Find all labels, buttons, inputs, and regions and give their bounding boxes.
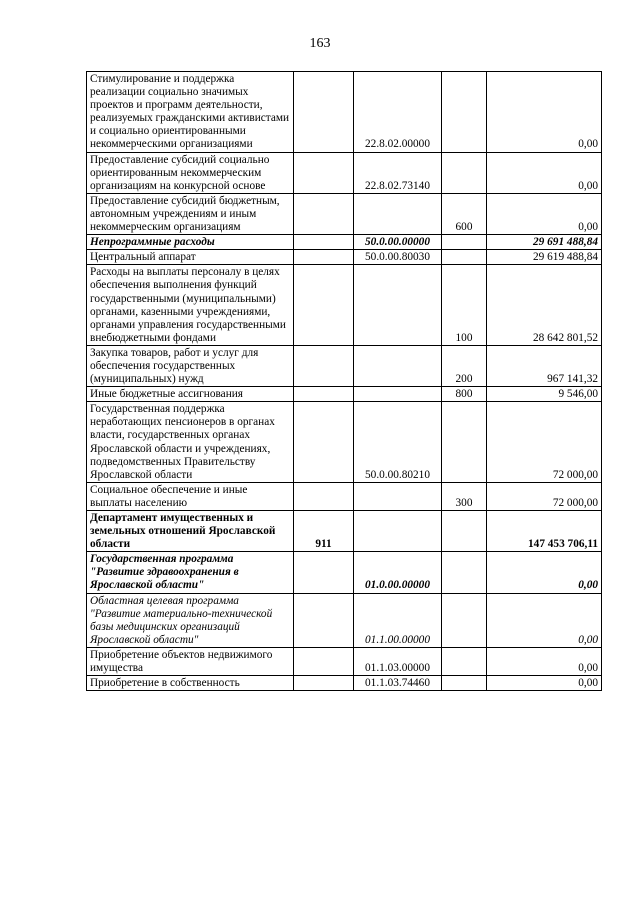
table-row xyxy=(87,676,602,691)
row-amount-cell: 0,00 xyxy=(487,552,602,593)
row-name-cell: Расходы на выплаты персоналу в целях обеспечения выполнения функций государственными (муниципальными) органами, казенными учреждениями, органами управления государственными внебюджетными фондами xyxy=(87,265,294,346)
table-row xyxy=(87,402,602,483)
row-dept-code-cell xyxy=(294,676,354,691)
table-row xyxy=(87,482,602,510)
row-dept-code-cell xyxy=(294,152,354,193)
row-expense-type-cell xyxy=(442,552,487,593)
row-name-cell: Приобретение объектов недвижимого имущества xyxy=(87,647,294,675)
row-dept-code-cell xyxy=(294,552,354,593)
row-name-cell: Стимулирование и поддержка реализации социально значимых проектов и программ деятельности, реализуемых гражданскими активистами и социально ориентированными некоммерческими организациями xyxy=(87,72,294,153)
row-dept-code-cell xyxy=(294,593,354,647)
row-dept-code-cell xyxy=(294,647,354,675)
row-expense-type-cell xyxy=(442,235,487,250)
row-expense-type-cell xyxy=(442,250,487,265)
row-amount-cell: 967 141,32 xyxy=(487,345,602,386)
row-name-cell: Департамент имущественных и земельных отношений Ярославской области xyxy=(87,511,294,552)
row-expense-type-cell: 300 xyxy=(442,482,487,510)
row-name-cell: Областная целевая программа "Развитие материально-технической базы медицинских организаций Ярославской области" xyxy=(87,593,294,647)
row-target-article-cell: 22.8.02.00000 xyxy=(354,72,442,153)
table-row xyxy=(87,235,602,250)
row-target-article-cell: 50.0.00.00000 xyxy=(354,235,442,250)
table-row xyxy=(87,647,602,675)
row-target-article-cell: 50.0.00.80210 xyxy=(354,402,442,483)
row-dept-code-cell: 911 xyxy=(294,511,354,552)
row-target-article-cell xyxy=(354,265,442,346)
table-row xyxy=(87,593,602,647)
row-amount-cell: 0,00 xyxy=(487,152,602,193)
row-expense-type-cell xyxy=(442,402,487,483)
row-target-article-cell: 50.0.00.80030 xyxy=(354,250,442,265)
row-dept-code-cell xyxy=(294,265,354,346)
table-row xyxy=(87,387,602,402)
row-dept-code-cell xyxy=(294,235,354,250)
row-name-cell: Предоставление субсидий бюджетным, автономным учреждениям и иным некоммерческим организациям xyxy=(87,193,294,234)
row-target-article-cell xyxy=(354,511,442,552)
row-dept-code-cell xyxy=(294,402,354,483)
row-amount-cell: 147 453 706,11 xyxy=(487,511,602,552)
table-row xyxy=(87,552,602,593)
row-dept-code-cell xyxy=(294,345,354,386)
row-target-article-cell xyxy=(354,387,442,402)
row-name-cell: Государственная программа "Развитие здравоохранения в Ярославской области" xyxy=(87,552,294,593)
row-amount-cell: 72 000,00 xyxy=(487,402,602,483)
row-expense-type-cell xyxy=(442,593,487,647)
row-target-article-cell xyxy=(354,482,442,510)
row-name-cell: Непрограммные расходы xyxy=(87,235,294,250)
table-row xyxy=(87,250,602,265)
row-target-article-cell: 22.8.02.73140 xyxy=(354,152,442,193)
row-dept-code-cell xyxy=(294,387,354,402)
row-amount-cell: 28 642 801,52 xyxy=(487,265,602,346)
table-row xyxy=(87,511,602,552)
row-amount-cell: 0,00 xyxy=(487,676,602,691)
page-number: 163 xyxy=(309,36,331,51)
row-name-cell: Предоставление субсидий социально ориентированным некоммерческим организациям на конкурсной основе xyxy=(87,152,294,193)
row-name-cell: Социальное обеспечение и иные выплаты населению xyxy=(87,482,294,510)
row-dept-code-cell xyxy=(294,250,354,265)
row-name-cell: Иные бюджетные ассигнования xyxy=(87,387,294,402)
row-name-cell: Закупка товаров, работ и услуг для обеспечения государственных (муниципальных) нужд xyxy=(87,345,294,386)
row-amount-cell: 72 000,00 xyxy=(487,482,602,510)
row-amount-cell: 9 546,00 xyxy=(487,387,602,402)
row-amount-cell: 0,00 xyxy=(487,593,602,647)
row-target-article-cell: 01.0.00.00000 xyxy=(354,552,442,593)
row-expense-type-cell xyxy=(442,152,487,193)
budget-table xyxy=(86,71,602,691)
row-expense-type-cell xyxy=(442,676,487,691)
table-row xyxy=(87,265,602,346)
row-target-article-cell: 01.1.03.00000 xyxy=(354,647,442,675)
budget-table-body xyxy=(87,72,602,691)
row-expense-type-cell: 100 xyxy=(442,265,487,346)
row-amount-cell: 29 619 488,84 xyxy=(487,250,602,265)
row-expense-type-cell xyxy=(442,511,487,552)
table-row xyxy=(87,72,602,153)
row-dept-code-cell xyxy=(294,193,354,234)
row-expense-type-cell: 600 xyxy=(442,193,487,234)
row-dept-code-cell xyxy=(294,72,354,153)
row-name-cell: Центральный аппарат xyxy=(87,250,294,265)
row-dept-code-cell xyxy=(294,482,354,510)
row-target-article-cell: 01.1.00.00000 xyxy=(354,593,442,647)
table-row xyxy=(87,152,602,193)
row-amount-cell: 0,00 xyxy=(487,193,602,234)
table-row xyxy=(87,193,602,234)
row-name-cell: Государственная поддержка неработающих пенсионеров в органах власти, государственных органах Ярославской области и учреждениях, подведомственных Правительству Ярославской области xyxy=(87,402,294,483)
row-target-article-cell xyxy=(354,193,442,234)
row-name-cell: Приобретение в собственность xyxy=(87,676,294,691)
row-amount-cell: 0,00 xyxy=(487,72,602,153)
row-target-article-cell: 01.1.03.74460 xyxy=(354,676,442,691)
row-expense-type-cell xyxy=(442,647,487,675)
row-amount-cell: 0,00 xyxy=(487,647,602,675)
row-amount-cell: 29 691 488,84 xyxy=(487,235,602,250)
row-expense-type-cell xyxy=(442,72,487,153)
row-expense-type-cell: 200 xyxy=(442,345,487,386)
row-target-article-cell xyxy=(354,345,442,386)
row-expense-type-cell: 800 xyxy=(442,387,487,402)
table-row xyxy=(87,345,602,386)
